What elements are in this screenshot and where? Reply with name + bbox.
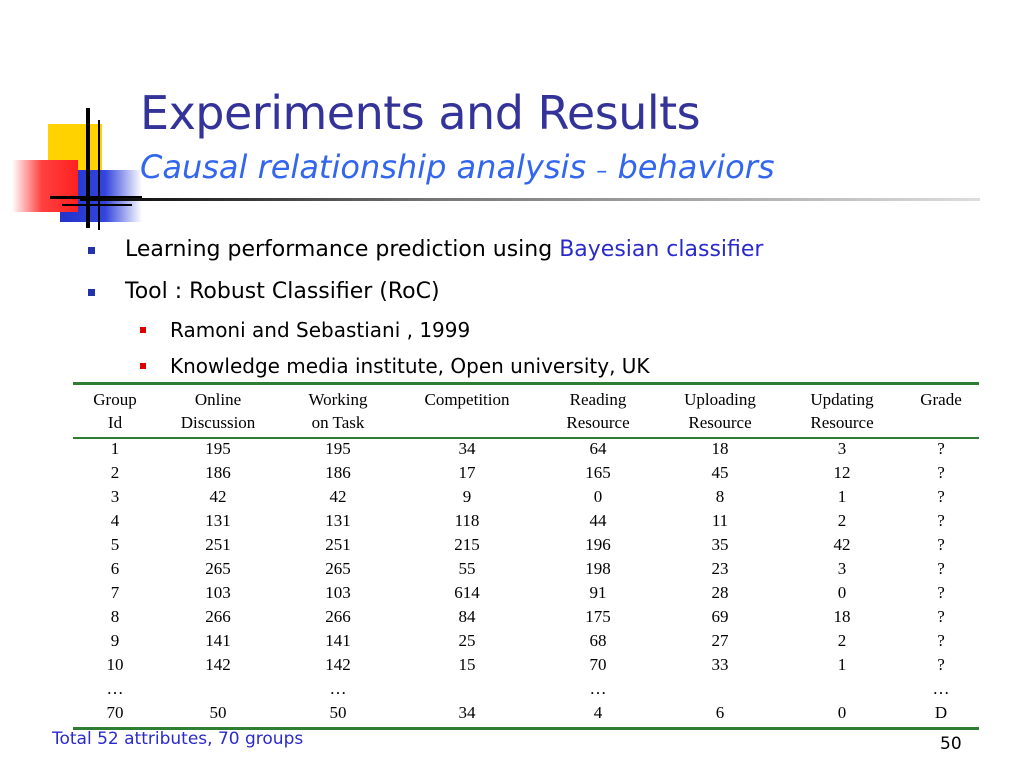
table-cell: ? [937, 487, 945, 506]
logo-line [98, 120, 100, 230]
table-cell: 265 [205, 559, 231, 578]
table-cell: 11 [711, 511, 729, 530]
table-cell: ? [937, 559, 945, 578]
table-cell: 251 [205, 535, 231, 554]
table-cell: 0 [593, 487, 603, 506]
table-cell: ? [937, 607, 945, 626]
table-cell: … [106, 679, 124, 698]
table-cell: 34 [458, 703, 476, 722]
table-cell [397, 677, 537, 701]
table-row [73, 677, 979, 701]
column-header-line: Uploading [684, 390, 756, 409]
column-header-line: Group [93, 390, 137, 409]
table-cell: 33 [711, 655, 729, 674]
table-cell: 131 [205, 511, 231, 530]
table-cell [659, 677, 781, 701]
table-cell: 84 [458, 607, 476, 626]
table-cell: 196 [585, 535, 611, 554]
table-cell: 614 [454, 583, 480, 602]
table-cell: 7 [110, 583, 120, 602]
table-cell: 50 [209, 703, 227, 722]
square-bullet-icon [88, 247, 95, 254]
table-cell: 195 [325, 439, 351, 458]
table-cell: 1 [837, 487, 847, 506]
table-cell: 186 [205, 463, 231, 482]
table-row [73, 581, 979, 605]
logo-line [62, 204, 132, 206]
table-cell: 175 [585, 607, 611, 626]
table-cell: 142 [205, 655, 231, 674]
column-header-line: Reading [569, 390, 627, 409]
bullet-text [125, 237, 763, 262]
table-cell: 6 [110, 559, 120, 578]
table-cell: 266 [205, 607, 231, 626]
table-cell [781, 677, 903, 701]
column-header [397, 385, 537, 437]
table-row [73, 485, 979, 509]
sub-bullet-text: Ramoni and Sebastiani , 1999 [170, 318, 471, 342]
table-cell: ? [937, 439, 945, 458]
table-cell: 44 [589, 511, 607, 530]
table-cell: ? [937, 535, 945, 554]
table-cell: 103 [325, 583, 351, 602]
column-header-line: Grade [920, 390, 962, 409]
column-header-line: Discussion [180, 413, 256, 432]
column-header-line: on Task [311, 413, 365, 432]
table-cell: 3 [837, 439, 847, 458]
table-cell: 9 [110, 631, 120, 650]
table-cell: 18 [711, 439, 729, 458]
table-cell: 141 [205, 631, 231, 650]
column-header [659, 385, 781, 437]
page-number: 50 [940, 734, 962, 754]
column-header-line [903, 411, 979, 434]
table-cell: 0 [837, 703, 847, 722]
table-cell: 141 [325, 631, 351, 650]
table-cell: 70 [106, 703, 124, 722]
table-cell: 27 [711, 631, 729, 650]
slide-logo-graphic [0, 0, 150, 240]
column-header [781, 385, 903, 437]
table-cell: 70 [589, 655, 607, 674]
table-cell: 103 [205, 583, 231, 602]
column-header-line: Updating [810, 390, 874, 409]
table-cell: … [329, 679, 347, 698]
slide-subtitle [140, 148, 775, 186]
table-row [73, 461, 979, 485]
table-cell [157, 677, 279, 701]
column-header [279, 385, 397, 437]
table-cell: 4 [110, 511, 120, 530]
subtitle-text: Causal relationship analysis [140, 148, 597, 186]
column-header-line: Working [308, 390, 368, 409]
column-header-line: Online [194, 390, 242, 409]
table-cell: 2 [110, 463, 120, 482]
table-cell: 34 [458, 439, 476, 458]
table-row [73, 653, 979, 677]
red-square-bullet-icon [140, 363, 146, 369]
column-header-line: Resource [810, 413, 874, 432]
bullet-text-plain: Learning performance prediction using [125, 237, 560, 262]
table-cell: 91 [589, 583, 607, 602]
table-cell: 215 [454, 535, 480, 554]
table-cell: 142 [325, 655, 351, 674]
table-cell: 0 [837, 583, 847, 602]
square-bullet-icon [88, 289, 95, 296]
red-square-bullet-icon [140, 327, 146, 333]
table-cell: ? [937, 583, 945, 602]
table-cell: 12 [833, 463, 851, 482]
table-cell: 23 [711, 559, 729, 578]
table-cell: D [934, 703, 948, 722]
slide-footer: Total 52 attributes, 70 groups [52, 729, 304, 749]
table-cell: 25 [458, 631, 476, 650]
table-header-row [73, 385, 979, 437]
bullet-text-highlight: Bayesian classifier [559, 237, 764, 262]
table-cell: … [589, 679, 607, 698]
table-cell: 64 [589, 439, 607, 458]
column-header [903, 385, 979, 437]
table-row [73, 437, 979, 461]
table-cell: 28 [711, 583, 729, 602]
table-cell: 265 [325, 559, 351, 578]
table-cell: 18 [833, 607, 851, 626]
table-cell: 131 [325, 511, 351, 530]
table-cell: ? [937, 631, 945, 650]
table-cell: 42 [209, 487, 227, 506]
table-cell: 69 [711, 607, 729, 626]
table-cell: 1 [837, 655, 847, 674]
table-row [73, 701, 979, 725]
table-cell: 165 [585, 463, 611, 482]
table-cell: ? [937, 463, 945, 482]
table-cell: … [932, 679, 950, 698]
column-header-line: Resource [688, 413, 752, 432]
table-cell: 17 [458, 463, 476, 482]
column-header-line: Id [107, 413, 123, 432]
table-body [73, 437, 979, 725]
table-cell: 195 [205, 439, 231, 458]
table-cell: 35 [711, 535, 729, 554]
table-cell: 68 [589, 631, 607, 650]
column-header-line: Competition [424, 390, 510, 409]
table-cell: 198 [585, 559, 611, 578]
table-cell: 266 [325, 607, 351, 626]
table-cell: 5 [110, 535, 120, 554]
logo-line [86, 108, 90, 228]
data-table [73, 385, 979, 725]
slide-title: Experiments and Results [140, 86, 701, 140]
table-cell: 118 [454, 511, 480, 530]
table-cell: 1 [110, 439, 120, 458]
table-cell: 4 [593, 703, 603, 722]
table-cell: 251 [325, 535, 351, 554]
table-row [73, 605, 979, 629]
table-cell: ? [937, 655, 945, 674]
bullet-text: Tool : Robust Classifier (RoC) [125, 279, 440, 304]
table-cell: 55 [458, 559, 476, 578]
column-header-line: Resource [566, 413, 630, 432]
table-cell: 10 [106, 655, 124, 674]
table-cell: ? [937, 511, 945, 530]
table-row [73, 557, 979, 581]
table-cell: 42 [833, 535, 851, 554]
table-cell: 45 [711, 463, 729, 482]
table-cell: 2 [837, 631, 847, 650]
table-cell: 3 [110, 487, 120, 506]
table-cell: 9 [462, 487, 472, 506]
column-header [73, 385, 157, 437]
table-row [73, 533, 979, 557]
table-cell: 186 [325, 463, 351, 482]
subtitle-dash: – [596, 159, 608, 184]
column-header [157, 385, 279, 437]
subtitle-text: behaviors [607, 148, 775, 186]
table-cell: 8 [715, 487, 725, 506]
title-divider [80, 198, 980, 201]
table-cell: 50 [329, 703, 347, 722]
table-cell: 42 [329, 487, 347, 506]
sub-bullet-text: Knowledge media institute, Open university, UK [170, 354, 650, 378]
table-cell: 15 [458, 655, 476, 674]
table-cell: 6 [715, 703, 725, 722]
table-cell: 2 [837, 511, 847, 530]
column-header [537, 385, 659, 437]
table-cell: 8 [110, 607, 120, 626]
table-cell: 3 [837, 559, 847, 578]
column-header-line [397, 411, 537, 434]
table-row [73, 629, 979, 653]
table-row [73, 509, 979, 533]
